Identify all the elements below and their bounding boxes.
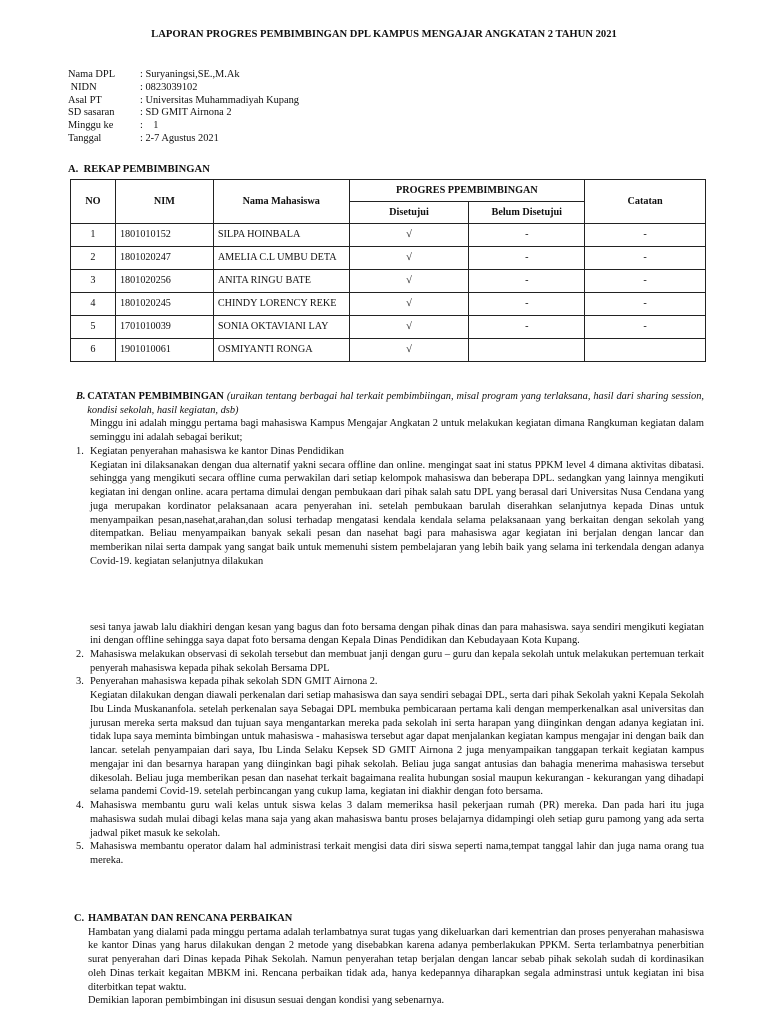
item-number: 1. [76, 445, 84, 457]
meta-row-asal-pt [68, 94, 299, 107]
item-number: 5. [76, 841, 84, 853]
cell-catatan: - [585, 224, 706, 247]
table-row [71, 270, 706, 293]
item-3-paragraph: Kegiatan dilakukan dengan diawali perkenalan dari setiap mahasiswa dan saya sendiri sebagai DPL, serta dari pihak Sekolah yakni Kepala Sekolah Ibu Linda Muskananfola. setelah perkenalan saya Sebagai DPL membuka pembicaraan pertama kali dengan memperkenalkan asal universitas dan jurusan mereka serta maksud dan tujuan saya mengantarkan mereka pada sekolah ini serta harapan yang diinginkan dengan adanya kegiatan ini. tidak lupa saya meminta bimbingan untuk mahasiswa - mahasiswa tersebut agar dapat menjalankan kegiatan kampus mengajar ini dengan baik dan lancar. setelah penyampaian dari saya, Ibu Linda Selaku Kepsek SD GMIT Airnona 2 juga menyampaikan tanggapan terkait kegiatan kampus mengajar ini dan besarnya harapan yang diinginkan bagi pihak sekolah. Beliau juga sangat antusias dan bahagia menerima mahasiswa tersebut dikesolah. Beliau juga memberikan pesan dan nasehat terkait bagaimana realita hubungan sosial maupun kekurangan - kekurangan yang dihadapi selama pandemi Covid-19. setelah perbincangan yang cukup lama, kegiatan ini diakhir dengan foto bersama. [90, 690, 704, 798]
cell-nama: SILPA HOINBALA [213, 224, 349, 247]
report-title: LAPORAN PROGRES PEMBIMBINGAN DPL KAMPUS MENGAJAR ANGKATAN 2 TAHUN 2021 [151, 29, 617, 40]
cell-catatan [585, 339, 706, 362]
meta-value: : Universitas Muhammadiyah Kupang [140, 94, 300, 106]
page-gap [90, 569, 704, 621]
section-c-letter: C. [74, 913, 85, 924]
cell-no: 3 [71, 270, 116, 293]
cell-belum: - [469, 224, 585, 247]
list-item [76, 445, 704, 648]
list-item [76, 840, 704, 867]
cell-nim: 1801020256 [115, 270, 213, 293]
cell-no: 5 [71, 316, 116, 339]
meta-value: : SD GMIT Airnona 2 [140, 107, 232, 119]
table-row [71, 293, 706, 316]
section-b [76, 390, 704, 868]
header-belum: Belum Disetujui [469, 202, 585, 224]
meta-row-nidn [68, 81, 299, 94]
section-c-title: HAMBATAN DAN RENCANA PERBAIKAN [88, 913, 293, 924]
item-number: 3. [76, 676, 84, 688]
cell-disetujui: √ [349, 224, 469, 247]
meta-row-nama-dpl [68, 68, 299, 81]
meta-value: : 1 [140, 120, 159, 132]
cell-no: 6 [71, 339, 116, 362]
list-item [76, 799, 704, 840]
item-1-paragraph: Kegiatan ini dilaksanakan dengan dua alternatif yakni secara offline dan online. mengingat saat ini status PPKM level 4 dimana aktivitas dibatasi. sehingga yang mengikuti secara offline cuma perwakilan dari setiap kelompok mahasiswa dan beberapa DPL. sedangkan yang lainnya mengikuti kegiatan ini dengan online. acara pertama dimulai dengan pembukaan dari pihak salah satu DPL yang berasal dari Universitas Nusa Cendana yang juga merupakan kordinator pelaksanaan acara penyerahan ini. setelah pembukaan barulah diserahkan selanjutnya kepada Dinas untuk menyampaikan pesan,nasehat,arahan,dan solusi terhadap mengatasi kendala kendala selama pelaksanaan yang berkaitan dengan sekolah yang ditempatkan. Beliau menyampaikan banyak sekali pesan dan nasehat bagi para mahasiswa agar kegiatan ini berjalan dengan lancar dan memberikan nilai serta dampak yang sangat baik untuk memenuhi sistem pembelajaran yang lebih baik yang selama ini terkendala dengan adanya Covid-19. kegiatan selanjutnya dilakukan [90, 459, 704, 567]
section-b-letter: B. [76, 391, 86, 402]
header-progres: PROGRES PPEMBIMBINGAN [349, 180, 585, 202]
table-header-row [71, 180, 706, 202]
cell-nama: OSMIYANTI RONGA [213, 339, 349, 362]
header-no: NO [71, 180, 116, 224]
closing-statement: Demikian laporan pembimbingan ini disusun sesuai dengan kondisi yang sebenarnya. [88, 995, 445, 1007]
item-4-text: Mahasiswa membantu guru wali kelas untuk siswa kelas 3 dalam memeriksa hasil pekerjaan rumah (PR) mereka. Dan pada hari itu juga mahasiswa sudah mulai dibagi kelas mana saja yang akan mahasiswa bantu proses belajarnya didampingi oleh setiap guru pamong yang ada serta jadwal piket masuk ke sekolah. [90, 800, 704, 839]
list-item [76, 648, 704, 675]
meta-value: : Suryaningsi,SE.,M.Ak [140, 69, 240, 80]
item-number: 4. [76, 800, 84, 812]
cell-disetujui: √ [349, 247, 469, 270]
cell-belum: - [469, 293, 585, 316]
meta-label: SD sasaran [68, 107, 115, 119]
item-5-text: Mahasiswa membantu operator dalam hal administrasi terkait mengisi data diri siswa seperti nama,tempat tanggal lahir dan juga nama orang tua mereka. [90, 841, 704, 867]
cell-nama: AMELIA C.L UMBU DETA [213, 247, 349, 270]
rekap-table [70, 179, 706, 362]
meta-label: Minggu ke [68, 120, 114, 132]
table-row [71, 247, 706, 270]
section-a-heading: A. REKAP PEMBIMBINGAN [68, 164, 210, 175]
section-c-heading [74, 912, 704, 926]
cell-nama: SONIA OKTAVIANI LAY [213, 316, 349, 339]
section-b-intro: Minggu ini adalah minggu pertama bagi mahasiswa Kampus Mengajar Angkatan 2 untuk melakukan kegiatan dimana Rangkuman kegiatan dalam seminggu ini adalah sebagai berikut; [90, 418, 704, 444]
cell-catatan: - [585, 293, 706, 316]
section-b-heading [76, 390, 704, 417]
section-b-title: CATATAN PEMBIMBINGAN [87, 391, 224, 402]
cell-nim: 1701010039 [115, 316, 213, 339]
cell-disetujui: √ [349, 339, 469, 362]
item-2-text: Mahasiswa melakukan observasi di sekolah tersebut dan membuat janji dengan guru – guru dan kepala sekolah untuk melakukan pertemuan terkait penyerah mahasiswa kepada pihak sekolah Bersama DPL [90, 649, 704, 674]
item-1-title: Kegiatan penyerahan mahasiswa ke kantor Dinas Pendidikan [90, 445, 344, 457]
section-c-body: Hambatan yang dialami pada minggu pertama adalah terlambatnya surat tugas yang dikeluarkan dari kementrian dan proses penyerahan mahasiswa ke kantor Dinas yang harus dilakukan dengan 2 metode yang disebabkan karena adanya pemberlakukan PPKM. Serta terlambatnya penerbitian surat penyerahan dari Dinas kepada Pihak Sekolah. Namun penyerahan tetap berjalan dengan lancar sebab pihak sekolah sudah di kordinasikan oleh Dinas terkait kegaitan MBKM ini. Rencana perbaikan tidak ada, hanya kedepannya diharapkan segala adminstrasi untuk kegiatan ini bisa diterbitkan tepat waktu. [88, 926, 704, 993]
meta-row-tanggal [68, 132, 299, 145]
cell-disetujui: √ [349, 293, 469, 316]
cell-catatan: - [585, 316, 706, 339]
cell-belum: - [469, 316, 585, 339]
list-item [76, 675, 704, 799]
cell-nim: 1801010152 [115, 224, 213, 247]
cell-disetujui: √ [349, 316, 469, 339]
meta-value: : 2-7 Agustus 2021 [140, 132, 219, 144]
table-row [71, 339, 706, 362]
header-nama: Nama Mahasiswa [213, 180, 349, 224]
cell-nim: 1901010061 [115, 339, 213, 362]
cell-nama: ANITA RINGU BATE [213, 270, 349, 293]
cell-catatan: - [585, 247, 706, 270]
table-row [71, 224, 706, 247]
section-c [74, 912, 704, 1008]
meta-label: NIDN [68, 81, 97, 93]
report-meta [68, 68, 299, 145]
cell-no: 4 [71, 293, 116, 316]
cell-disetujui: √ [349, 270, 469, 293]
meta-label: Asal PT [68, 94, 102, 106]
cell-no: 2 [71, 247, 116, 270]
cell-nim: 1801020247 [115, 247, 213, 270]
meta-row-minggu-ke [68, 119, 299, 132]
cell-catatan: - [585, 270, 706, 293]
header-nim: NIM [115, 180, 213, 224]
cell-belum: - [469, 247, 585, 270]
cell-belum [469, 339, 585, 362]
meta-label: Tanggal [68, 132, 102, 144]
table-row [71, 316, 706, 339]
meta-row-sd-sasaran [68, 106, 299, 119]
item-number: 2. [76, 649, 84, 661]
header-disetujui: Disetujui [349, 202, 469, 224]
item-1-paragraph-continued: sesi tanya jawab lalu diakhiri dengan kesan yang bagus dan foto bersama dengan pihak dinas dan para mahasiswa. saya sendiri mengikuti kegiatan ini dengan offline sehingga saya dapat foto bersama dengan Kepala Dinas Pendidikan dan Kebudayaan Kota Kupang. [90, 621, 704, 647]
cell-belum: - [469, 270, 585, 293]
meta-value: : 0823039102 [140, 81, 198, 93]
cell-no: 1 [71, 224, 116, 247]
section-b-note: (uraikan tentang berbagai hal terkait pembimbiingan, misal program yang terlaksana, hasil dari sharing session, kondisi sekolah, hasil kegiatan, dsb) [87, 391, 704, 416]
header-catatan: Catatan [585, 180, 706, 224]
cell-nama: CHINDY LORENCY REKE [213, 293, 349, 316]
cell-nim: 1801020245 [115, 293, 213, 316]
meta-label: Nama DPL [68, 69, 116, 80]
item-3-title: Penyerahan mahasiswa kepada pihak sekolah SDN GMIT Airnona 2. [90, 676, 378, 688]
